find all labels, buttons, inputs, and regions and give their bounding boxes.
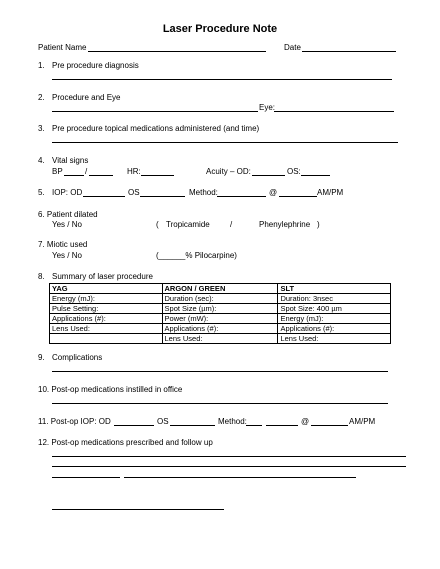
- table-cell[interactable]: Energy (mJ):: [278, 314, 391, 324]
- hr-label: HR:: [127, 167, 141, 176]
- date-field[interactable]: [302, 51, 396, 52]
- table-cell[interactable]: Applications (#):: [162, 324, 278, 334]
- table-cell[interactable]: Lens Used:: [162, 334, 278, 344]
- q9-number: 9.: [38, 353, 45, 362]
- q8-number: 8.: [38, 272, 45, 281]
- iop-od-label: IOP: OD: [52, 188, 83, 197]
- q1-label: Pre procedure diagnosis: [52, 61, 139, 70]
- table-cell[interactable]: Pulse Setting:: [50, 304, 163, 314]
- acuity-os-field[interactable]: [301, 175, 330, 176]
- postop-iop-os-field[interactable]: [170, 425, 215, 426]
- table-cell[interactable]: Applications (#):: [278, 324, 391, 334]
- q4-number: 4.: [38, 156, 45, 165]
- q4-label: Vital signs: [52, 156, 89, 165]
- page-title: Laser Procedure Note: [162, 23, 278, 35]
- table-cell[interactable]: Lens Used:: [278, 334, 391, 344]
- table-row: [50, 334, 391, 344]
- postop-time-at-label: @: [301, 417, 310, 426]
- bp-label: BP: [52, 167, 63, 176]
- pilocarpine-field[interactable]: (______% Pilocarpine): [156, 251, 237, 260]
- complications-line[interactable]: [52, 371, 388, 372]
- acuity-os-label: OS:: [287, 167, 301, 176]
- postop-method-field-1[interactable]: [246, 425, 262, 426]
- bp-systolic-field[interactable]: [64, 175, 84, 176]
- table-row: [50, 314, 391, 324]
- eye-field[interactable]: [274, 111, 394, 112]
- table-row: [50, 324, 391, 334]
- q8-label: Summary of laser procedure: [52, 272, 153, 281]
- yag-header: YAG: [50, 284, 163, 294]
- postop-iop-os-label: OS: [157, 417, 169, 426]
- q3-label: Pre procedure topical medications administered (and time): [52, 124, 260, 133]
- q3-answer-line[interactable]: [52, 142, 398, 143]
- table-header-row: [50, 284, 391, 294]
- postop-time-field[interactable]: [311, 425, 348, 426]
- dilated-close-paren: ): [317, 220, 320, 229]
- postop-method-label: Method:: [218, 417, 247, 426]
- table-cell[interactable]: Duration: 3nsec: [278, 294, 391, 304]
- eye-label: Eye:: [259, 103, 276, 112]
- dilated-slash: /: [230, 220, 233, 229]
- q2-label: Procedure and Eye: [52, 93, 121, 102]
- method-field[interactable]: [217, 196, 266, 197]
- table-cell[interactable]: Lens Used:: [50, 324, 163, 334]
- bp-slash: /: [85, 167, 88, 176]
- table-row: [50, 294, 391, 304]
- q12-label: 12. Post-op medications prescribed and follow up: [38, 438, 213, 447]
- q6-label: 6. Patient dilated: [38, 210, 98, 219]
- q5-number: 5.: [38, 188, 45, 197]
- q9-label: Complications: [52, 353, 103, 362]
- bp-diastolic-field[interactable]: [89, 175, 113, 176]
- acuity-od-field[interactable]: [252, 175, 285, 176]
- postop-am-pm-label: AM/PM: [349, 417, 376, 426]
- postop-meds-office-line[interactable]: [52, 403, 388, 404]
- time-field[interactable]: [279, 196, 317, 197]
- table-cell[interactable]: [50, 334, 163, 344]
- am-pm-label: AM/PM: [317, 188, 344, 197]
- table-cell[interactable]: Duration (sec):: [162, 294, 278, 304]
- acuity-od-label: Acuity – OD:: [206, 167, 251, 176]
- table-row: [50, 304, 391, 314]
- q1-answer-line[interactable]: [52, 79, 392, 80]
- argon-green-header: ARGON / GREEN: [162, 284, 278, 294]
- iop-os-label: OS: [128, 188, 140, 197]
- iop-od-field[interactable]: [83, 196, 125, 197]
- q1-number: 1.: [38, 61, 45, 70]
- followup-line-3a[interactable]: [52, 477, 120, 478]
- postop-iop-od-field[interactable]: [114, 425, 154, 426]
- q7-label: 7. Miotic used: [38, 240, 88, 249]
- patient-name-field[interactable]: [88, 51, 266, 52]
- iop-os-field[interactable]: [140, 196, 185, 197]
- laser-summary-table: [49, 283, 391, 344]
- time-at-label: @: [269, 188, 278, 197]
- patient-name-label: Patient Name: [38, 43, 87, 52]
- followup-line-1[interactable]: [52, 456, 406, 457]
- postop-method-field-2[interactable]: [266, 425, 298, 426]
- dilated-yes-no[interactable]: Yes / No: [52, 220, 82, 229]
- table-cell[interactable]: Spot Size: 400 µm: [278, 304, 391, 314]
- table-cell[interactable]: Applications (#):: [50, 314, 163, 324]
- followup-line-2[interactable]: [52, 466, 406, 467]
- phenylephrine-option[interactable]: Phenylephrine: [259, 220, 311, 229]
- date-label: Date: [284, 43, 301, 52]
- slt-header: SLT: [278, 284, 391, 294]
- signature-line[interactable]: [52, 509, 224, 510]
- q10-label: 10. Post-op medications instilled in office: [38, 385, 183, 394]
- postop-iop-od-label: 11. Post-op IOP: OD: [38, 417, 111, 426]
- tropicamide-option[interactable]: Tropicamide: [166, 220, 210, 229]
- dilated-open-paren: (: [156, 220, 159, 229]
- miotic-yes-no[interactable]: Yes / No: [52, 251, 82, 260]
- hr-field[interactable]: [141, 175, 174, 176]
- q2-number: 2.: [38, 93, 45, 102]
- followup-line-3b[interactable]: [124, 477, 356, 478]
- procedure-field[interactable]: [52, 111, 258, 112]
- table-cell[interactable]: Energy (mJ):: [50, 294, 163, 304]
- table-cell[interactable]: Power (mW):: [162, 314, 278, 324]
- table-cell[interactable]: Spot Size (µm):: [162, 304, 278, 314]
- method-label: Method:: [189, 188, 218, 197]
- q3-number: 3.: [38, 124, 45, 133]
